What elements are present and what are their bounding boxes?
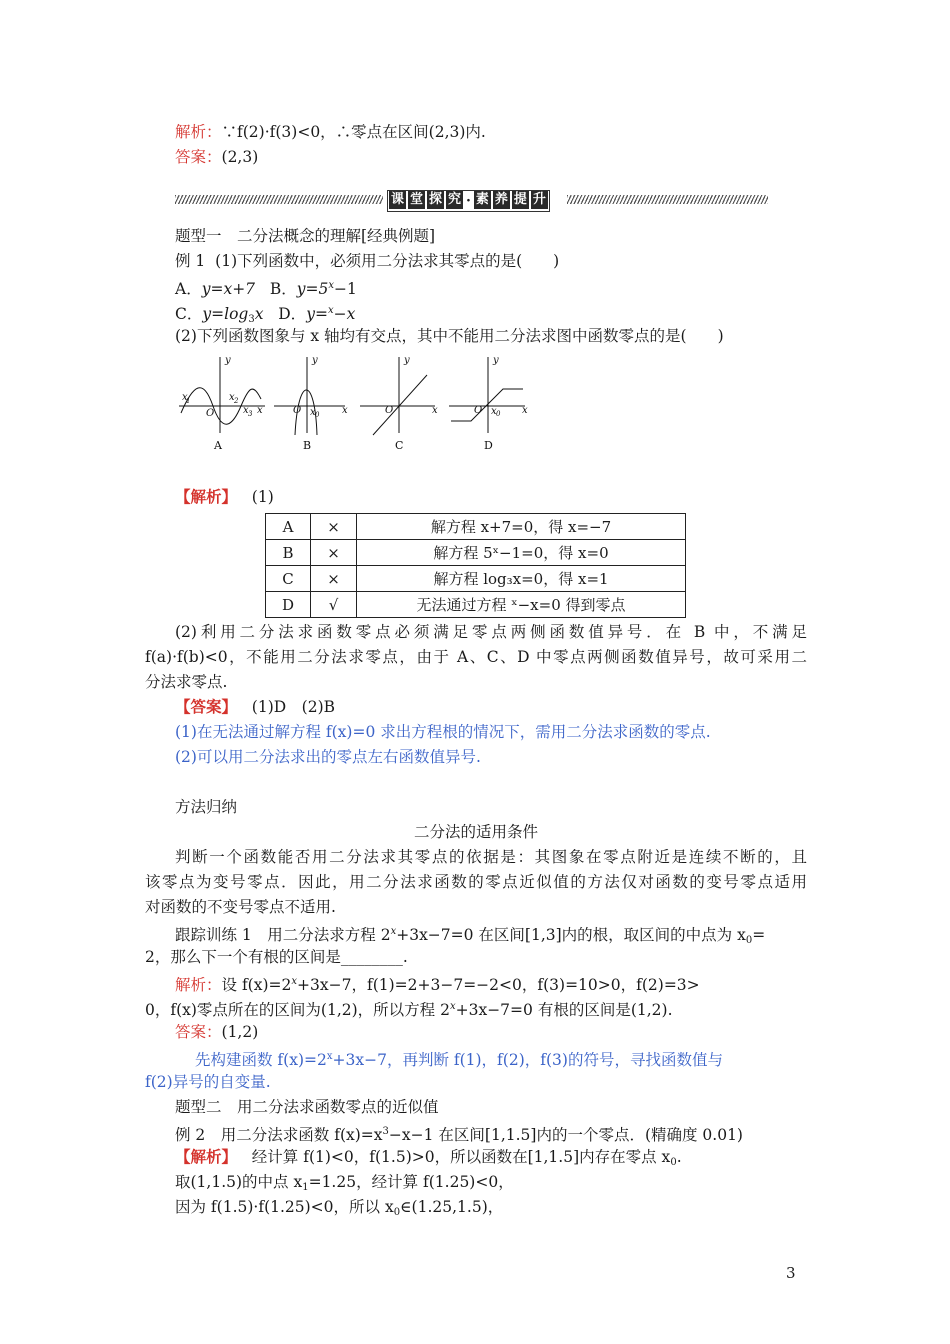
svg-text:O: O [385,405,394,416]
svg-text:x: x [229,392,235,403]
svg-text:y: y [493,355,499,366]
table-cell: C [266,566,311,592]
svg-text:3: 3 [248,410,253,418]
table-cell: 解方程 x+7=0，得 x=−7 [357,514,686,540]
graph-c [360,357,435,435]
analysis-label: 解析： [175,123,222,141]
svg-text:0: 0 [315,411,320,419]
graph-d [449,357,525,433]
solution-part2-line: f(a)·f(b)<0，不能用二分法求零点，由于 A、C、D 中零点两侧函数值异号，故可采用二 [145,648,807,666]
options-ab: A．y=x+7 B．$y=5^x-1$ [175,280,357,298]
table-cell: A [266,514,311,540]
option-c-expr: y=log [202,305,249,323]
solution-table [265,513,686,618]
solution-part2-line: (2)利用二分法求函数零点必须满足零点两侧函数值异号．在 B 中，不满足 [175,623,807,641]
answer-label: 答案： [175,1023,222,1041]
method-line: 判断一个函数能否用二分法求其零点的依据是：其图象在零点附近是连续不断的，且 [175,848,807,866]
solution-part2-line: 分法求零点. [145,673,228,691]
svg-text:O: O [474,405,483,416]
options-cd: C．$y=\log_3x$ D．y=$^x$−x [175,305,356,325]
svg-text:x: x [522,405,528,416]
banner-char: 养 [494,192,508,207]
option-c-tail: x [254,305,264,323]
solution-text: =1.25，经计算 f(1.25)<0， [308,1173,514,1191]
option-b-expr: y=5 [296,280,329,298]
table-cell: × [311,540,357,566]
analysis-text: ∵f(2)·f(3)<0，∴零点在区间(2,3)内. [221,123,486,141]
answer-text: (1)D (2)B [251,698,336,716]
table-cell: √ [311,592,357,618]
solution-label: 【解析】 [175,1147,238,1166]
svg-text:O: O [293,405,302,416]
note-line: (2)可以用二分法求出的零点左右函数值异号. [175,748,481,766]
follow-text: = [752,926,766,944]
solution-text: 因为 f(1.5)·f(1.25)<0，所以 x [175,1198,394,1216]
table-cell: × [311,514,357,540]
svg-text:x: x [432,405,438,416]
table-row [266,592,686,618]
follow-text: +3x−7=0 在区间[1,3]内的根，取区间的中点为 x [396,926,746,944]
option-a-expr: y=x+7 [201,280,256,298]
section-banner [175,189,768,211]
banner-char: 究 [447,192,461,207]
svg-text:x: x [182,392,188,403]
table-cell: D [266,592,311,618]
solution-text: 取(1,1.5)的中点 x [175,1173,303,1191]
table-cell: 解方程 log₃x=0，得 x=1 [357,566,686,592]
svg-text:y: y [312,355,318,366]
graph-label-a: A [214,439,222,452]
note-line: (1)在无法通过解方程 f(x)=0 求出方程根的情况下，需用二分法求函数的零点. [175,723,711,741]
svg-text:y: y [225,355,231,366]
follow-text: 0，f(x)零点所在的区间为(1,2)，所以方程 2 [145,1001,450,1019]
svg-text:2: 2 [234,397,239,405]
graph-label-c: C [395,439,404,452]
follow-note-line2: f(2)异号的自变量. [145,1073,271,1091]
answer-text: (2,3) [221,148,259,166]
table-cell: 解方程 5ˣ−1=0，得 x=0 [357,540,686,566]
prev-analysis-line [175,122,486,142]
example1-q2: (2)下列函数图象与 x 轴均有交点，其中不能用二分法求图中函数零点的是( ) [175,327,724,345]
page-number: 3 [786,1264,796,1282]
question-text: (1)下列函数中，必须用二分法求其零点的是( ) [215,252,560,270]
option-d-expr: y= [306,305,328,323]
option-b-label: B． [269,280,297,298]
function-graphs [177,355,537,455]
option-a-label: A． [175,280,202,298]
note-text: +3x−7，再判断 f(1)，f(2)，f(3)的符号，寻找函数值与 [332,1051,723,1069]
example2-solution-line3: 因为 f(1.5)·f(1.25)<0，所以 $x_0\in(1.25,1.5)$， [175,1198,504,1218]
method-title: 方法归纳 [175,798,238,816]
svg-text:1: 1 [186,397,191,405]
follow-q-line2: 2，那么下一个有根的区间是________. [145,948,408,966]
banner-char: 升 [532,192,546,207]
example-text: 例 2 用二分法求函数 f(x)=x [175,1126,383,1144]
svg-text:x: x [310,407,316,418]
banner-char: 提 [513,192,527,207]
option-c-label: C． [175,305,203,323]
banner-dot: · [466,193,471,209]
follow-text: 跟踪训练 1 用二分法求方程 2 [175,926,391,944]
banner-char: 探 [428,192,442,207]
banner-char: 课 [390,192,404,207]
table-row [266,540,686,566]
answer1-line [175,697,335,717]
table-row [266,566,686,592]
solution-text: ∈(1.25,1.5)， [400,1198,504,1216]
example2-solution-line1: 【解析】 经计算 f(1)<0，f(1.5)>0，所以函数在[1,1.5]内存在零点 $x_0$. [175,1147,682,1168]
answer-text: (1,2) [221,1023,259,1041]
option-b-tail: −1 [333,280,357,298]
svg-text:y: y [404,355,410,366]
type2-title: 题型二 用二分法求函数零点的近似值 [175,1098,439,1116]
prev-answer-line [175,147,258,167]
example-label: 例 1 [175,252,206,270]
svg-text:O: O [206,408,215,419]
follow-text: +3x−7，f(1)=2+3−7=−2<0，f(3)=10>0，f(2)=3> [297,976,700,994]
example2-line: 例 2 用二分法求函数 $f(x)=x^3-x-1$ 在区间[1,1.5]内的一个零点．(精确度 0.01) [175,1126,743,1144]
method-subtitle: 二分法的适用条件 [413,823,538,841]
follow-note-line1: 先构建函数 $f(x)=2^x+3x-7$，再判断 f(1)，f(2)，f(3)的符号，寻找函数值与 [195,1051,723,1069]
follow-text: 设 f(x)=2 [221,976,292,994]
banner-hatch-right [567,195,768,204]
graph-label-b: B [303,439,312,452]
svg-text:x: x [257,405,263,416]
banner-char: 堂 [409,192,423,207]
follow-analysis-line2: 0，f(x)零点所在的区间为(1,2)，所以方程 $2^x+3x-7=0$ 有根的区间是(1,2). [145,1001,673,1019]
solution-part1: (1) [251,488,274,506]
solution1-head [175,487,274,507]
analysis-label: 解析： [175,976,222,994]
svg-text:0: 0 [496,410,501,418]
table-cell: B [266,540,311,566]
table-cell: × [311,566,357,592]
graph-a [179,357,265,433]
follow-answer-line [175,1022,258,1042]
example-text: −x−1 在区间[1,1.5]内的一个零点．(精确度 0.01) [388,1126,743,1144]
svg-text:x: x [342,405,348,416]
note-text: 先构建函数 f(x)=2 [195,1051,327,1069]
banner-hatch-left [175,195,383,204]
example2-solution-line2: 取(1,1.5)的中点 $x_1=1.25$，经计算 f(1.25)<0， [175,1173,514,1193]
solution-text: 经计算 f(1)<0，f(1.5)>0，所以函数在[1,1.5]内存在零点 x [251,1148,671,1166]
method-line: 该零点为变号零点．因此，用二分法求函数的零点近似值的方法仅对函数的变号零点适用 [145,873,807,891]
svg-text:x: x [491,406,497,417]
table-row [266,514,686,540]
svg-text:x: x [243,405,249,416]
banner-char: 素 [475,192,489,207]
graph-b [274,357,345,435]
option-d-label: D． [278,305,307,323]
graph-label-d: D [484,439,493,452]
follow-text: +3x−7=0 有根的区间是(1,2). [455,1001,673,1019]
answer-label: 答案： [175,148,222,166]
answer-label: 【答案】 [175,697,238,716]
example1-q1 [175,251,559,271]
follow-q-line1: 跟踪训练 1 用二分法求方程 $2^x+3x-7=0$ 在区间[1,3]内的根，取区间的中点为 $x_0=$ [175,926,766,946]
banner-title-box [387,190,550,212]
table-cell: 无法通过方程 ˣ−x=0 得到零点 [357,592,686,618]
type1-title: 题型一 二分法概念的理解[经典例题] [175,227,436,245]
option-d-tail: −x [333,305,356,323]
method-line: 对函数的不变号零点不适用. [145,898,336,916]
solution-label: 【解析】 [175,487,238,506]
follow-analysis-line1: 解析：设 $f(x)=2^x+3x-7$，f(1)=2+3−7=−2<0，f(3)=10>0，f(2)=3> [175,976,700,994]
